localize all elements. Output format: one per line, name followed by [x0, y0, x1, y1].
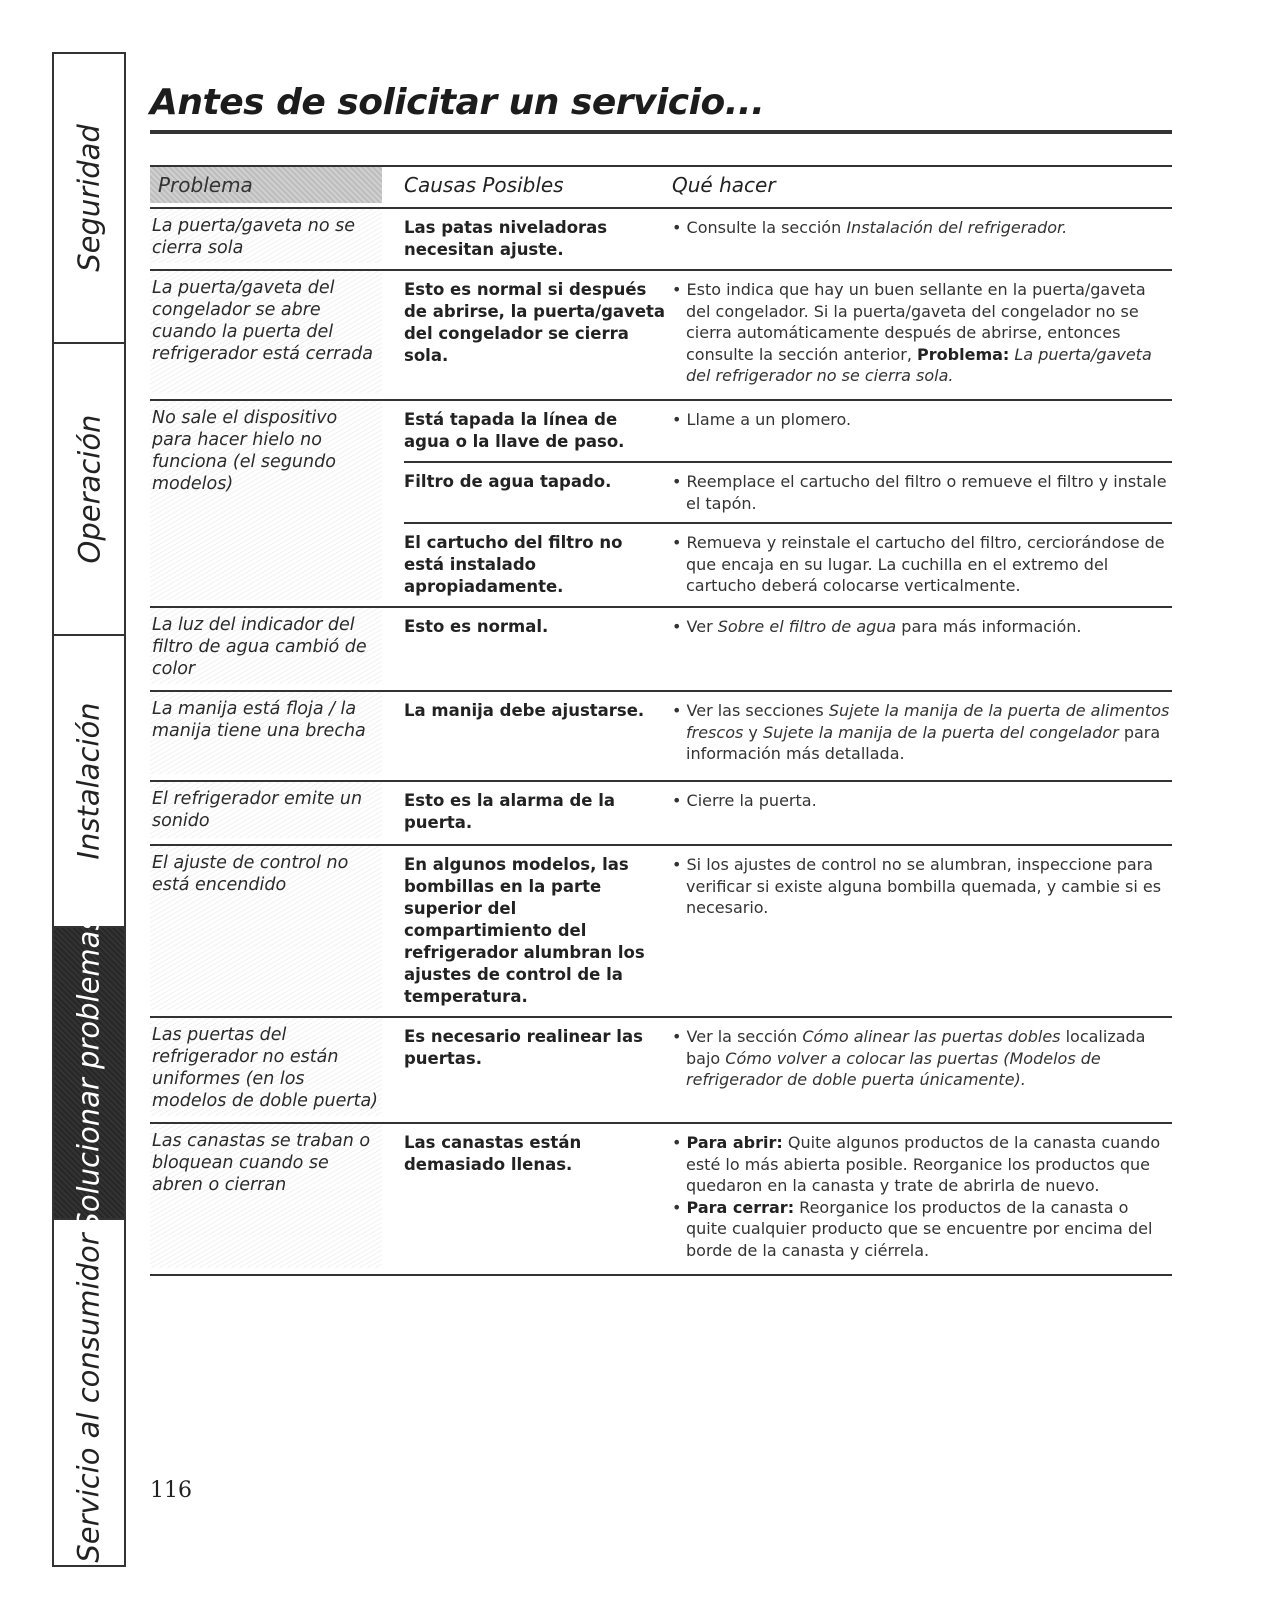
table-row	[150, 782, 1172, 846]
troubleshooting-table	[150, 165, 1172, 1276]
cause-block	[404, 846, 1172, 1016]
header-todo: Qué hacer	[672, 173, 776, 197]
todo-item: • Remueva y reinstale el cartucho del filtro, cerciorándose de que encaja en su lugar. La cuchilla en el extremo del cartucho deberá colocarse verticalmente.	[672, 533, 1165, 595]
table-row	[150, 1124, 1172, 1276]
cause-text: Esto es normal.	[404, 617, 549, 636]
todo-cell	[672, 790, 1172, 812]
cause-block	[404, 461, 1172, 522]
todo-item: • Llame a un plomero.	[672, 410, 852, 429]
tab-label: Instalación	[72, 702, 107, 860]
tab-1[interactable]	[54, 344, 124, 636]
todo-item: • Si los ajustes de control no se alumbran, inspeccione para verificar si existe alguna bombilla quemada, y cambie si es necesario.	[672, 855, 1162, 917]
cause-block	[404, 692, 1172, 773]
todo-item: • Reemplace el cartucho del filtro o remueve el filtro y instale el tapón.	[672, 472, 1167, 513]
problem-cell: La puerta/gaveta no se cierra sola	[150, 209, 382, 263]
todo-item: • Para cerrar: Reorganice los productos de la canasta o quite cualquier producto que se encuentre por encima del borde de la canasta y ciérrela.	[672, 1197, 1153, 1260]
table-row	[150, 401, 1172, 608]
todo-item: • Para abrir: Quite algunos productos de la canasta cuando esté lo más abierta posible. Reorganice los productos que quedaron en la canasta y trate de abrirla de nuevo.	[672, 1133, 1161, 1195]
header-cause: Causas Posibles	[404, 173, 564, 197]
cause-block	[404, 1018, 1172, 1099]
cause-block	[404, 522, 1172, 606]
page-number: 116	[150, 1478, 192, 1503]
problem-cell: No sale el dispositivo para hacer hielo no funciona (el segundo modelos)	[150, 401, 382, 600]
table-row	[150, 271, 1172, 401]
problem-cell: La manija está floja / la manija tiene una brecha	[150, 692, 382, 774]
todo-item: • Cierre la puerta.	[672, 791, 817, 810]
cause-block	[404, 209, 1172, 269]
todo-cell	[672, 1132, 1172, 1261]
cause-text: Las canastas están demasiado llenas.	[404, 1133, 582, 1174]
cause-text: El cartucho del filtro no está instalado apropiadamente.	[404, 533, 623, 596]
todo-cell	[672, 854, 1172, 919]
tab-4[interactable]	[54, 1220, 124, 1575]
tab-label: Operación	[72, 414, 106, 564]
cause-text: Las patas niveladoras necesitan ajuste.	[404, 218, 608, 259]
header-problem: Problema	[150, 167, 382, 203]
tab-label: Servicio al consumidor	[72, 1232, 106, 1563]
cause-block	[404, 1124, 1172, 1269]
todo-cell	[672, 471, 1172, 514]
page-title: Antes de solicitar un servicio...	[150, 82, 765, 123]
cause-text: La manija debe ajustarse.	[404, 701, 645, 720]
cause-block	[404, 608, 1172, 646]
table-row	[150, 1018, 1172, 1124]
todo-item: • Consulte la sección Instalación del refrigerador.	[672, 218, 1068, 237]
problem-cell: El refrigerador emite un sonido	[150, 782, 382, 838]
table-row	[150, 846, 1172, 1018]
tab-0[interactable]	[54, 54, 124, 344]
cause-block	[404, 271, 1172, 395]
cause-text: En algunos modelos, las bombillas en la parte superior del compartimiento del refrigerador alumbran los ajustes de control de la temperatura.	[404, 855, 645, 1006]
cause-text: Está tapada la línea de agua o la llave de paso.	[404, 410, 625, 451]
problem-cell: Las puertas del refrigerador no están uniformes (en los modelos de doble puerta)	[150, 1018, 382, 1116]
section-tabs	[52, 52, 126, 1567]
todo-cell	[672, 1026, 1172, 1091]
todo-item: • Ver las secciones Sujete la manija de la puerta de alimentos frescos y Sujete la manija de la puerta del congelador para información más detallada.	[672, 701, 1170, 763]
cause-text: Esto es normal si después de abrirse, la puerta/gaveta del congelador se cierra sola.	[404, 280, 666, 365]
todo-cell	[672, 217, 1172, 239]
tab-label: Seguridad	[72, 124, 107, 272]
cause-text: Esto es la alarma de la puerta.	[404, 791, 616, 832]
todo-cell	[672, 279, 1172, 387]
problem-cell: Las canastas se traban o bloquean cuando se abren o cierran	[150, 1124, 382, 1268]
todo-cell	[672, 409, 1172, 431]
problem-cell: El ajuste de control no está encendido	[150, 846, 382, 1010]
todo-item: • Esto indica que hay un buen sellante en la puerta/gaveta del congelador. Si la puerta/gaveta del congelador no se cierra automáticamente después de abrirse, entonces consulte la sección anterior, Problema: La puerta/gaveta del refrigerador no se cierra sola.	[672, 280, 1152, 385]
cause-block	[404, 782, 1172, 842]
todo-item: • Ver la sección Cómo alinear las puertas dobles localizada bajo Cómo volver a colocar las puertas (Modelos de refrigerador de doble puerta únicamente).	[672, 1027, 1146, 1089]
todo-cell	[672, 616, 1172, 638]
tab-2[interactable]	[54, 636, 124, 928]
problem-cell: La luz del indicador del filtro de agua cambió de color	[150, 608, 382, 684]
table-row	[150, 608, 1172, 692]
title-rule	[150, 130, 1172, 134]
todo-cell	[672, 700, 1172, 765]
problem-cell: La puerta/gaveta del congelador se abre cuando la puerta del refrigerador está cerrada	[150, 271, 382, 393]
cause-text: Filtro de agua tapado.	[404, 472, 612, 491]
cause-text: Es necesario realinear las puertas.	[404, 1027, 643, 1068]
cause-block	[404, 401, 1172, 461]
tab-label: Solucionar problemas	[72, 915, 107, 1231]
table-header	[150, 165, 1172, 209]
table-row	[150, 692, 1172, 782]
todo-item: • Ver Sobre el filtro de agua para más información.	[672, 617, 1082, 636]
todo-cell	[672, 532, 1172, 597]
tab-3[interactable]	[54, 915, 124, 1231]
table-row	[150, 209, 1172, 271]
